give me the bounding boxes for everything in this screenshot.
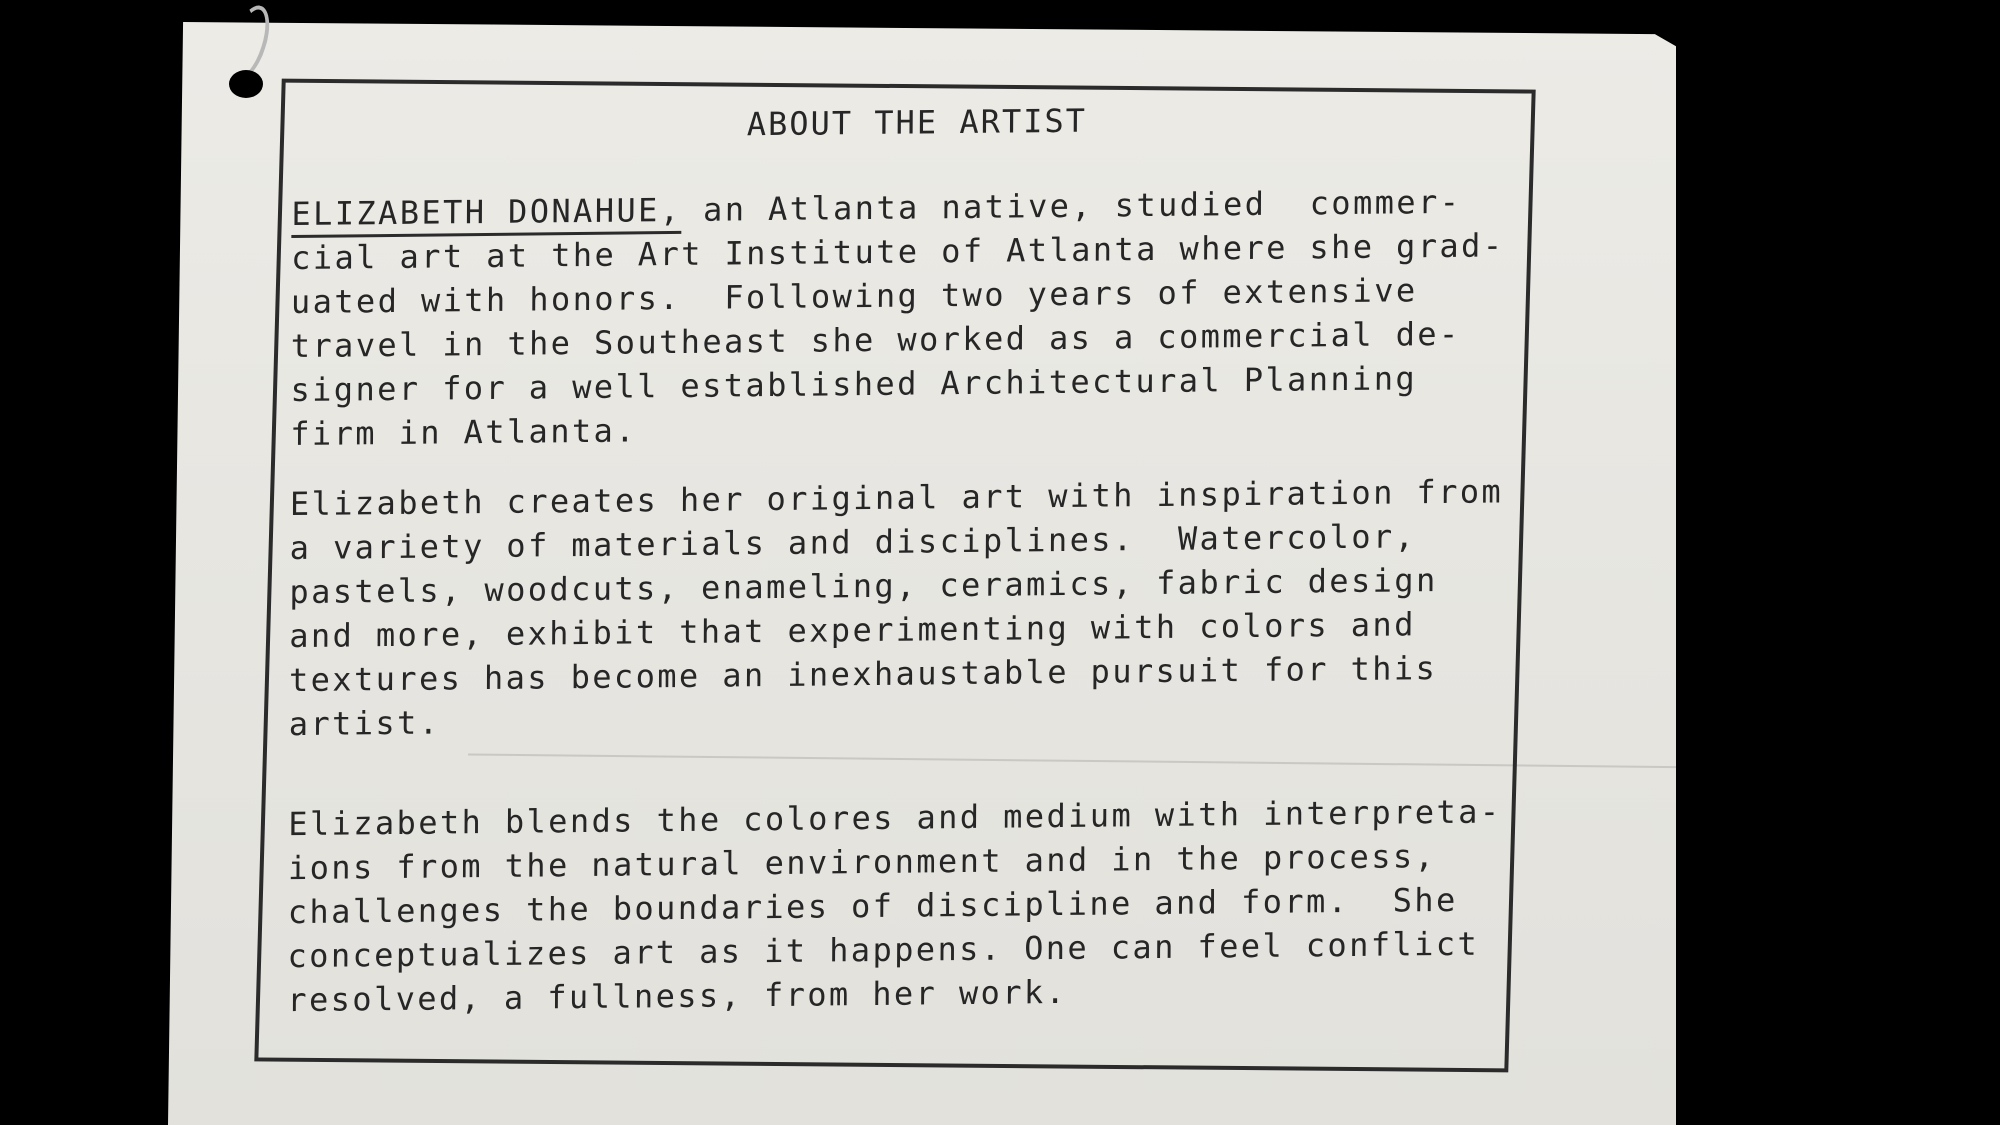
paragraph-line: ions from the natural environment and in the process, <box>287 837 1437 888</box>
typed-text-block <box>287 97 1522 1022</box>
paragraph-line: a variety of materials and disciplines. Watercolor, <box>289 517 1417 568</box>
document-title: ABOUT THE ARTIST <box>746 101 1088 144</box>
paragraph-line: Elizabeth creates her original art with inspiration from <box>289 472 1504 524</box>
paragraph-line: Elizabeth blends the colores and medium with interpreta- <box>288 792 1502 844</box>
paragraph-bio <box>290 179 1521 456</box>
paragraph-line: travel in the Southeast she worked as a commercial de- <box>290 314 1461 366</box>
paragraph-line: and more, exhibit that experimenting with colors and <box>289 605 1416 656</box>
paragraph-line-text: an Atlanta native, studied commer- <box>681 182 1462 229</box>
paragraph-line: artist. <box>288 703 441 744</box>
paragraph-line: uated with honors. Following two years of extensive <box>290 271 1418 322</box>
paragraph-line: firm in Atlanta. <box>290 411 638 454</box>
paragraph-inspiration <box>289 469 1520 746</box>
punch-hole <box>229 70 263 98</box>
paragraph-line: textures has become an inexhaustable pursuit for this <box>288 649 1438 700</box>
paragraph-line: pastels, woodcuts, enameling, ceramics, fabric design <box>289 561 1438 612</box>
paragraph-line: cial art at the Art Institute of Atlanta where she grad- <box>291 226 1505 278</box>
paragraph-line: conceptualizes art as it happens. One can feel conflict <box>287 924 1480 976</box>
paragraph-line: signer for a well established Architectural Planning <box>290 359 1418 410</box>
paragraph-line: resolved, a fullness, from her work. <box>287 972 1068 1020</box>
artist-name: ELIZABETH DONAHUE, <box>291 191 681 238</box>
paragraph-approach <box>287 789 1518 1022</box>
paragraph-line: challenges the boundaries of discipline and form. She <box>287 880 1458 932</box>
